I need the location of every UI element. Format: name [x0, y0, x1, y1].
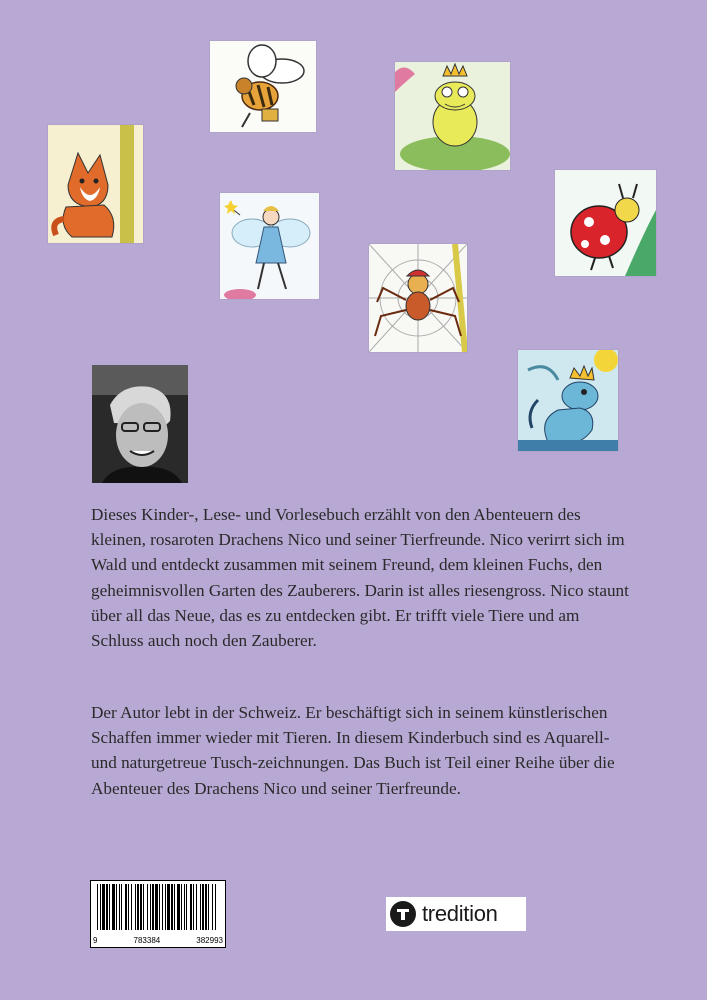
isbn-digits [93, 936, 223, 945]
spider-illustration [369, 244, 467, 352]
bee-illustration [210, 41, 316, 132]
isbn-barcode [90, 880, 226, 948]
author-photo [92, 365, 188, 483]
fox-illustration [48, 125, 143, 243]
tredition-logo-icon [390, 901, 416, 927]
isbn-digit-group-1: 783384 [133, 936, 161, 945]
frog-king-illustration [395, 62, 510, 170]
isbn-digit-group-2: 382993 [196, 936, 223, 945]
book-description: Dieses Kinder-, Lese- und Vorlesebuch erzählt von den Abenteuern des kleinen, rosaroten Drachens Nico und seiner Tierfreunde. Nico verirrt sich im Wald und entdeckt zusammen mit seinem Freund, dem kleinen Fuchs, den geheimnisvollen Garten des Zauberers. Darin ist alles riesengross. Nico staunt über all das Neue, das es zu entdecken gibt. Er trifft viele Tiere und am Schluss auch noch den Zauberer. [91, 505, 629, 651]
isbn-digit-prefix: 9 [93, 936, 98, 945]
author-bio: Der Autor lebt in der Schweiz. Er beschäftigt sich in seinem künstlerischen Schaffen immer wieder mit Tieren. In diesem Kinderbuch sind es Aquarell- und naturgetreue Tusch-zeichnungen. Das Buch ist Teil einer Reihe über die Abenteuer des Drachens Nico und seiner Tierfreunde. [91, 703, 615, 798]
publisher-name: tredition [422, 901, 498, 926]
ladybug-illustration [555, 170, 656, 276]
dragon-nico-illustration [518, 350, 618, 451]
fairy-illustration [220, 193, 319, 299]
publisher-logo [386, 897, 526, 931]
